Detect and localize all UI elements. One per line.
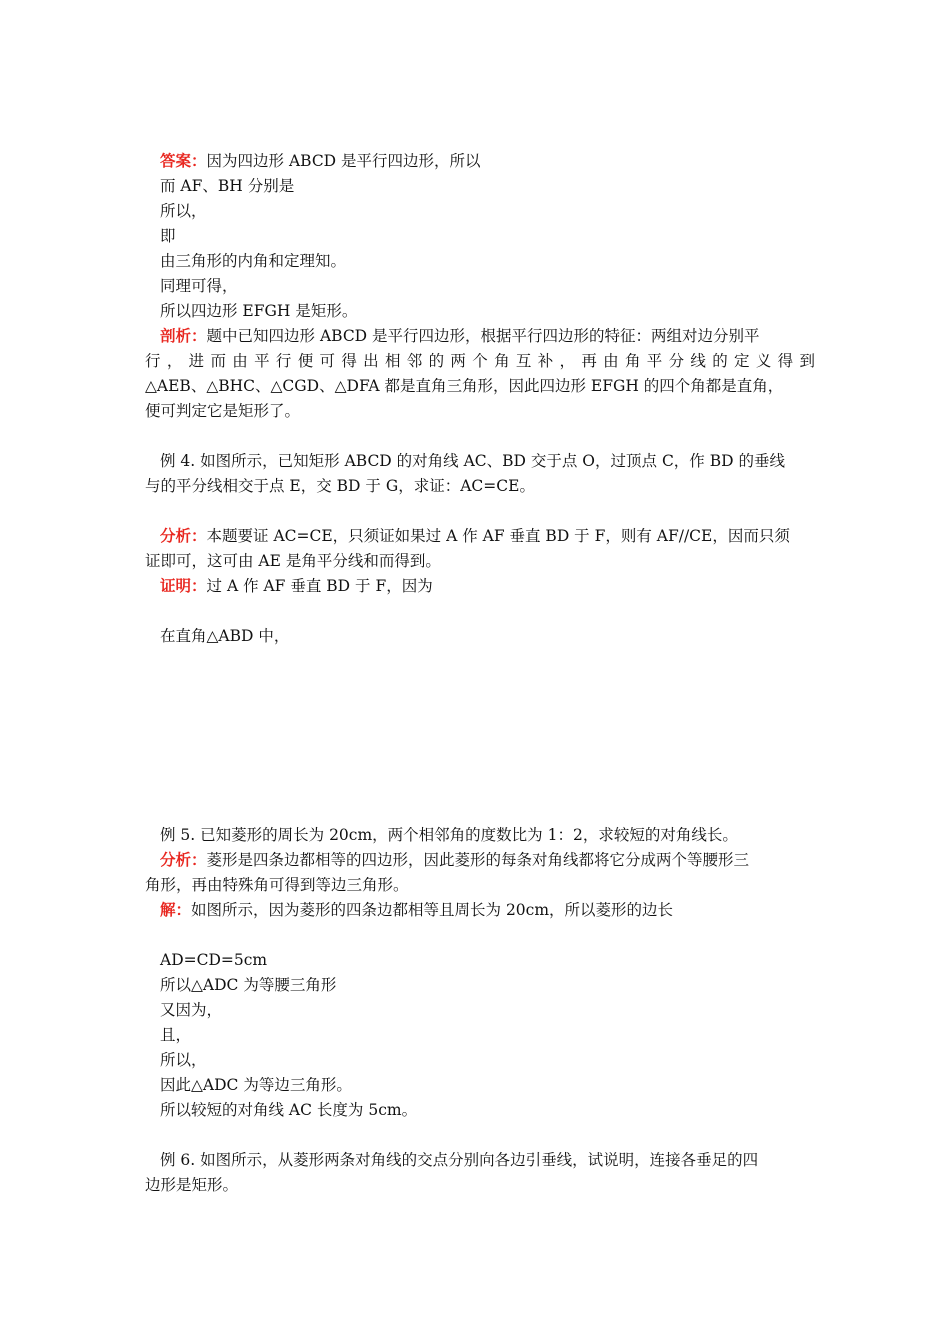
answer-line-1: 答案：因为四边形 ABCD 是平行四边形，所以: [160, 151, 481, 170]
solution-label: 解：: [160, 900, 192, 919]
analysis2-label: 分析：: [160, 526, 207, 545]
analysis3-line-2: 角形，再由特殊角可得到等边三角形。: [145, 876, 409, 894]
answer-line-2: 而 AF、BH 分别是: [160, 177, 295, 195]
answer-label: 答案：: [160, 151, 207, 170]
example4-line-2: 与的平分线相交于点 E，交 BD 于 G，求证：AC=CE。: [145, 477, 535, 495]
proof-label: 证明：: [160, 576, 207, 595]
solution-line-5: 且，: [160, 1026, 192, 1044]
analysis1-line-4: 便可判定它是矩形了。: [145, 402, 301, 420]
analysis2-line-2: 证即可，这可由 AE 是角平分线和而得到。: [145, 552, 441, 570]
answer-line-5: 由三角形的内角和定理知。: [160, 252, 347, 270]
analysis3-line-1: 分析：菱形是四条边都相等的四边形，因此菱形的每条对角线都将它分成两个等腰形三: [160, 850, 750, 869]
proof-line-1: 证明：过 A 作 AF 垂直 BD 于 F，因为: [160, 576, 433, 595]
analysis1-label: 剖析：: [160, 326, 207, 345]
example6-line-1: 例 6. 如图所示，从菱形两条对角线的交点分别向各边引垂线，试说明，连接各垂足的四: [160, 1151, 759, 1169]
answer-line-7: 所以四边形 EFGH 是矩形。: [160, 302, 358, 320]
proof-line-2: 在直角△ABD 中，: [160, 627, 290, 645]
example4-line-1: 例 4. 如图所示，已知矩形 ABCD 的对角线 AC、BD 交于点 O，过顶点 C，作 BD 的垂线: [160, 452, 785, 470]
solution-line-2: AD=CD=5cm: [160, 951, 268, 969]
solution-line-8: 所以较短的对角线 AC 长度为 5cm。: [160, 1101, 418, 1119]
analysis3-label: 分析：: [160, 850, 207, 869]
answer-line-4: 即: [160, 227, 176, 245]
solution-line-6: 所以，: [160, 1051, 207, 1069]
example5-line-1: 例 5. 已知菱形的周长为 20cm，两个相邻角的度数比为 1：2，求较短的对角线长。: [160, 826, 738, 844]
solution-line-4: 又因为，: [160, 1001, 223, 1019]
solution-line-7: 因此△ADC 为等边三角形。: [160, 1076, 352, 1094]
example6-line-2: 边形是矩形。: [145, 1176, 239, 1194]
solution-line-3: 所以△ADC 为等腰三角形: [160, 976, 337, 994]
analysis1-line-2: 行 ， 进 而 由 平 行 便 可 得 出 相 邻 的 两 个 角 互 补 ， 再 由 角 平 分 线 的 定 义 得 到: [145, 352, 816, 370]
solution-line-1: 解：如图所示，因为菱形的四条边都相等且周长为 20cm，所以菱形的边长: [160, 900, 674, 919]
analysis2-line-1: 分析：本题要证 AC=CE，只须证如果过 A 作 AF 垂直 BD 于 F，则有 AF//CE，因而只须: [160, 526, 790, 545]
answer-line-6: 同理可得，: [160, 277, 238, 295]
analysis1-line-3: △AEB、△BHC、△CGD、△DFA 都是直角三角形，因此四边形 EFGH 的四个角都是直角，: [145, 377, 784, 395]
answer-line-3: 所以，: [160, 202, 207, 220]
analysis1-line-1: 剖析：题中已知四边形 ABCD 是平行四边形，根据平行四边形的特征：两组对边分别平: [160, 326, 760, 345]
